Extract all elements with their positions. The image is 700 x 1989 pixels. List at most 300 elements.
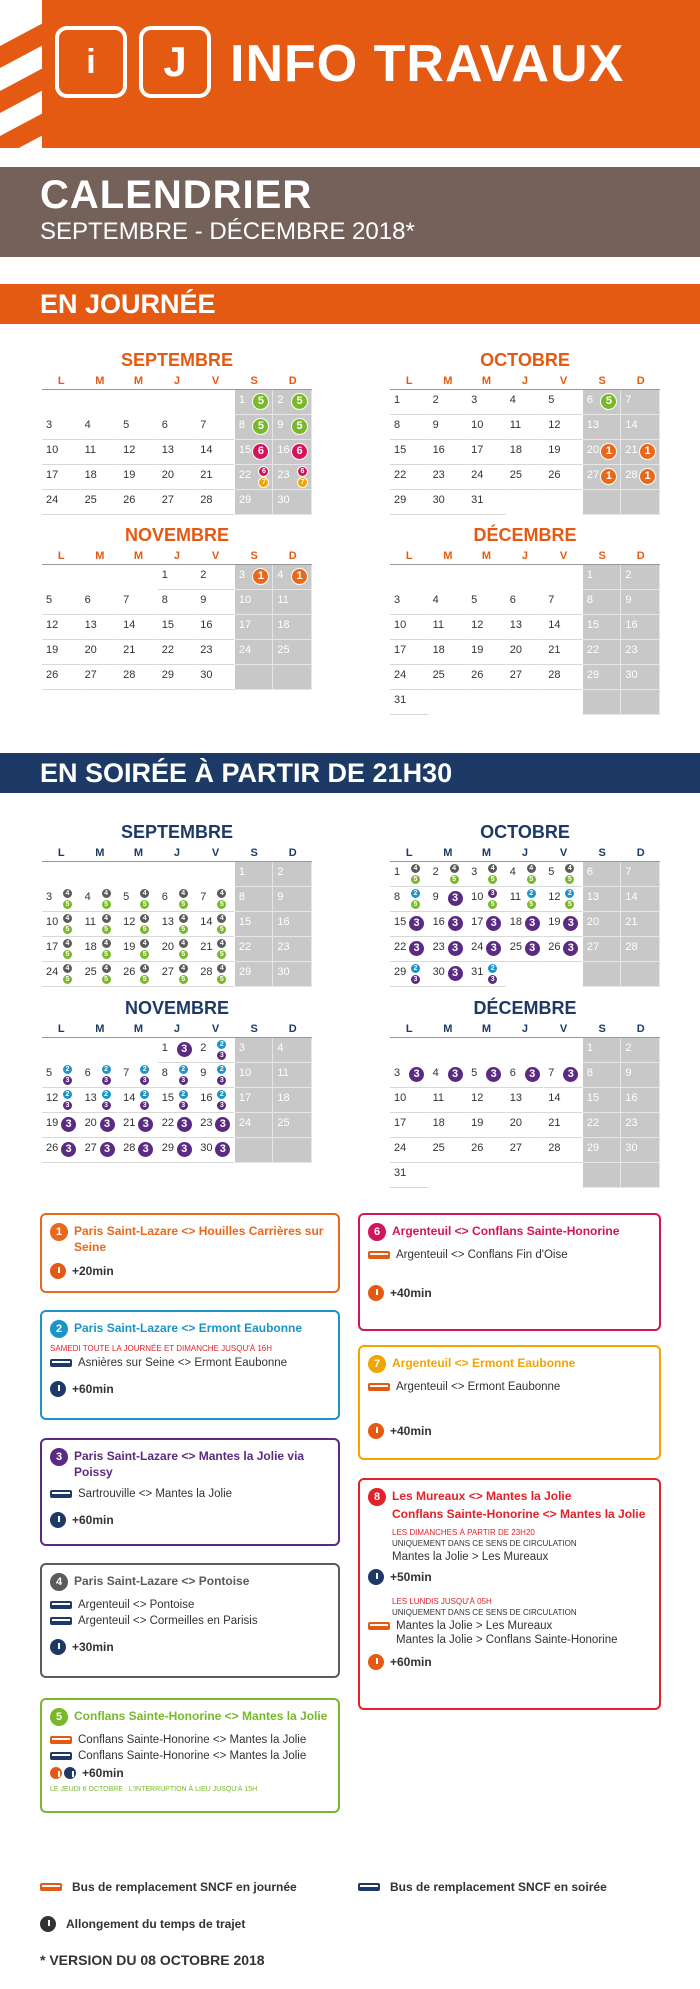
line-badge: 5 [291,418,308,435]
day-number: 25 [84,494,97,506]
calendar-day-cell [390,440,429,465]
weekday-label: M [95,1022,105,1035]
line-badge: 5 [216,924,227,935]
weekday-label: S [250,1022,258,1035]
line-badge: 5 [139,924,150,935]
line-badge: 3 [216,1075,227,1086]
calendar-day-cell [196,962,235,987]
calendar-day-cell [429,415,468,440]
weekday-label: S [598,1022,606,1035]
line-badge: 2 [216,1039,227,1050]
month-grid [42,862,312,987]
calendar-day-cell [583,1088,622,1113]
weekday-label: M [443,374,453,387]
calendar-day-cell [235,937,274,962]
calendar-day-cell [467,415,506,440]
day-number: 16 [432,916,445,928]
day-number: 22 [586,644,600,656]
weekday-label: S [250,374,258,387]
line-badge: 5 [564,899,575,910]
line-badge: 1 [600,443,617,460]
calendar-day-cell [119,665,158,690]
calendar-day-cell [390,862,429,887]
calendar-empty-cell [81,565,120,590]
day-number: 15 [586,619,600,631]
day-number: 16 [625,1092,638,1104]
calendar-day-cell [583,390,622,415]
weekday-label: M [443,846,453,859]
calendar-day-cell [390,390,429,415]
day-number: 8 [161,1067,168,1079]
day-number: 16 [625,619,638,631]
day-number: 18 [509,444,522,456]
calendar-day-cell [196,912,235,937]
day-number: 12 [46,1092,59,1104]
day-number: 15 [238,916,252,928]
line-badge: 3 [137,1141,154,1158]
weekday-label: M [481,374,491,387]
calendar-day-cell [621,912,660,937]
line-badge: 3 [176,1116,193,1133]
day-number: 10 [46,916,59,928]
line-badge: 5 [216,974,227,985]
extra-time: +40min [390,1286,432,1300]
calendar-empty-cell [429,1163,468,1188]
line-badge: 3 [214,1116,231,1133]
day-number: 5 [123,891,130,903]
calendar-day-cell [467,1088,506,1113]
day-number: 16 [277,444,290,456]
calendar-day-cell [583,415,622,440]
day-number: 13 [84,619,97,631]
calendar-day-cell [42,440,81,465]
calendar-day-cell [81,1113,120,1138]
calendar-day-cell [235,1088,274,1113]
calendar-day-cell [506,1063,545,1088]
day-number: 13 [586,419,600,431]
line-badge: 5 [252,393,269,410]
calendar-day-cell [235,1038,274,1063]
bus-evening-icon [50,1359,72,1367]
calendar-evening-november [42,998,312,1163]
day-number: 20 [586,444,600,456]
calendar-day-cell [273,415,312,440]
day-number: 14 [200,916,213,928]
calendar-day-cell [467,862,506,887]
clock-icon [50,1263,66,1279]
day-number: 12 [123,444,136,456]
day-number: 6 [84,1067,91,1079]
line-badge: 5 [139,974,150,985]
line-badge: 6 [297,466,308,477]
weekday-label: M [443,1022,453,1035]
day-number: 18 [432,644,445,656]
day-number: 19 [471,1117,484,1129]
line-badge: 5 [449,874,460,885]
calendar-day-cell [506,1088,545,1113]
day-number: 29 [394,966,407,978]
calendar-day-cell [390,937,429,962]
line-badge: 4 [101,913,112,924]
line-number-badge: 5 [50,1708,68,1726]
bus-evening-icon [50,1490,72,1498]
line-badge: 3 [447,890,464,907]
line-badge: 4 [487,863,498,874]
calendar-day-cell [390,690,429,715]
line-badge: 4 [62,963,73,974]
weekday-label: D [288,846,297,859]
calendar-day-cell [158,665,197,690]
weekday-label: D [636,846,645,859]
calendar-day-cell [506,640,545,665]
calendar-day-cell [467,640,506,665]
line-badge: 4 [62,913,73,924]
day-number: 12 [123,916,136,928]
weekday-header [390,372,660,390]
line-badge: 4 [139,938,150,949]
line-badge: 5 [526,874,537,885]
day-number: 8 [238,419,245,431]
day-number: 16 [432,444,445,456]
line-badge: 4 [101,888,112,899]
info-box-3 [40,1438,340,1546]
month-grid [390,390,660,515]
clock-icon [368,1285,384,1301]
weekday-header [42,547,312,565]
line-badge: 5 [216,949,227,960]
calendar-day-cell [583,887,622,912]
day-number: 16 [277,916,290,928]
calendar-day-october [390,350,660,515]
line-badge: 1 [252,568,269,585]
line-badge: 3 [62,1100,73,1111]
calendar-day-cell [158,415,197,440]
calendar-day-cell [621,1088,660,1113]
extra-time: +20min [72,1264,114,1278]
weekday-label: V [211,846,220,859]
day-number: 4 [509,866,516,878]
day-number: 17 [238,1092,252,1104]
calendar-day-cell [158,962,197,987]
day-number: 24 [238,1117,252,1129]
weekday-label: D [636,1022,645,1035]
calendar-day-cell [544,590,583,615]
line-badge: 3 [60,1116,77,1133]
month-title: DÉCEMBRE [473,998,577,1018]
day-number: 19 [548,916,561,928]
day-number: 14 [548,1092,561,1104]
calendar-day-cell [467,465,506,490]
calendar-day-cell [81,465,120,490]
day-number: 7 [123,1067,130,1079]
weekday-label: L [57,374,65,387]
box-note: LES LUNDIS JUSQU'À 05H [392,1597,492,1606]
line-badge: 1 [639,468,656,485]
line-number-badge: 4 [50,1573,68,1591]
calendar-day-cell [196,415,235,440]
weekday-label: V [559,374,568,387]
calendar-empty-cell [81,1038,120,1063]
line-badge: 5 [252,418,269,435]
line-badge: 2 [564,888,575,899]
day-number: 6 [84,594,91,606]
calendar-day-cell [235,887,274,912]
calendar-day-cell [583,937,622,962]
day-number: 1 [161,569,168,581]
day-number: 27 [509,1142,522,1154]
calendar-day-cell [429,665,468,690]
day-number: 7 [548,1067,555,1079]
day-number: 26 [123,966,136,978]
day-number: 29 [586,669,600,681]
calendar-day-cell [119,912,158,937]
day-number: 9 [200,1067,207,1079]
calendar-day-cell [621,1038,660,1063]
line-badge: 4 [139,963,150,974]
month-title: NOVEMBRE [124,998,229,1018]
calendar-empty-cell [119,1038,158,1063]
day-number: 13 [509,619,522,631]
info-box-1 [40,1213,340,1293]
day-number: 13 [161,916,174,928]
calendar-day-cell [506,615,545,640]
day-number: 2 [625,1042,632,1054]
day-number: 18 [432,1117,445,1129]
day-number: 20 [161,941,174,953]
calendar-day-cell [196,1113,235,1138]
calendar-day-cell [158,1038,197,1063]
day-number: 17 [46,941,59,953]
day-number: 26 [123,494,136,506]
line-badge: 6 [291,443,308,460]
line-badge: 4 [62,938,73,949]
line-badge: 3 [408,915,425,932]
calendar-day-cell [81,912,120,937]
calendar-evening-october [390,822,660,987]
line-badge: 3 [408,1066,425,1083]
line-badge: 4 [216,888,227,899]
day-number: 17 [471,444,484,456]
line-badge: 3 [60,1141,77,1158]
line-badge: 5 [487,899,498,910]
box-title: Argenteuil <> Ermont Eaubonne [392,1356,576,1370]
day-number: 6 [161,891,168,903]
day-number: 3 [238,569,245,581]
line-badge: 3 [101,1100,112,1111]
calendar-empty-cell [429,565,468,590]
month-title: OCTOBRE [480,822,570,842]
month-title: DÉCEMBRE [473,525,577,545]
line-badge: 1 [600,468,617,485]
calendar-day-cell [429,1063,468,1088]
calendar-day-cell [81,665,120,690]
calendar-day-cell [390,912,429,937]
line-badge: 7 [297,477,308,488]
day-number: 1 [394,394,401,406]
calendar-day-cell [119,440,158,465]
line-badge: 2 [178,1089,189,1100]
day-number: 29 [394,494,407,506]
calendar-day-cell [583,1113,622,1138]
day-number: 10 [238,1067,252,1079]
day-number: 26 [46,669,59,681]
calendar-day-cell [42,415,81,440]
day-number: 2 [432,394,439,406]
calendar-day-cell [273,862,312,887]
calendar-empty-cell [544,1163,583,1188]
day-number: 18 [277,1092,290,1104]
line-number-badge: 6 [368,1223,386,1241]
day-number: 2 [277,394,284,406]
box-title: Paris Saint-Lazare <> Pontoise [74,1574,250,1588]
calendar-day-cell [273,1063,312,1088]
line-badge: 3 [178,1075,189,1086]
weekday-label: M [443,549,453,562]
day-number: 30 [277,966,290,978]
day-number: 9 [432,419,439,431]
calendar-empty-cell [544,1038,583,1063]
calendar-day-cell [42,615,81,640]
calendar-day-cell [158,1113,197,1138]
calendar-day-cell [273,390,312,415]
bus-route: Sartrouville <> Mantes la Jolie [78,1488,233,1500]
day-number: 12 [471,1092,484,1104]
day-number: 21 [200,469,213,481]
weekday-label: J [521,846,529,859]
line-badge: 1 [291,568,308,585]
day-number: 31 [471,494,484,506]
calendar-day-cell [235,1113,274,1138]
weekday-header [42,372,312,390]
weekday-label: J [173,846,181,859]
calendar-day-cell [390,490,429,515]
box-title: Conflans Sainte-Honorine <> Mantes la Jolie [392,1507,646,1521]
day-number: 23 [277,941,290,953]
calendar-empty-cell [196,862,235,887]
line-badge: 4 [178,938,189,949]
weekday-label: L [405,374,413,387]
weekday-label: S [598,846,606,859]
calendar-day-cell [158,615,197,640]
weekday-label: J [521,374,529,387]
day-number: 22 [238,941,252,953]
day-number: 31 [394,1167,407,1179]
day-number: 15 [586,1092,600,1104]
weekday-label: V [211,1022,220,1035]
day-number: 13 [509,1092,522,1104]
calendar-day-cell [429,390,468,415]
calendar-day-cell [390,1063,429,1088]
calendar-day-cell [390,590,429,615]
weekday-label: J [173,549,181,562]
calendar-day-cell [506,887,545,912]
line-badge: 3 [137,1116,154,1133]
info-box-7 [358,1345,661,1460]
day-number: 1 [394,866,401,878]
day-number: 28 [123,669,136,681]
day-number: 19 [548,444,561,456]
day-number: 6 [509,594,516,606]
calendar-day-cell [196,1088,235,1113]
line-badge: 5 [62,924,73,935]
line-number-badge: 3 [50,1448,68,1466]
day-number: 11 [509,891,522,903]
calendar-day-cell [119,1063,158,1088]
day-number: 25 [84,966,97,978]
day-number: 12 [46,619,59,631]
line-badge: 3 [139,1075,150,1086]
calendar-empty-cell [196,390,235,415]
day-number: 22 [238,469,252,481]
calendar-day-cell [429,862,468,887]
line-badge: 3 [485,1066,502,1083]
weekday-label: L [57,549,65,562]
calendar-day-cell [429,590,468,615]
day-number: 4 [432,1067,439,1079]
day-number: 3 [471,866,478,878]
day-number: 30 [625,1142,638,1154]
calendar-day-cell [235,862,274,887]
calendar-day-cell [235,390,274,415]
bus-day-icon [368,1622,390,1630]
day-number: 28 [548,1142,561,1154]
calendar-empty-cell [467,1038,506,1063]
calendar-day-cell [544,390,583,415]
weekday-header [390,1020,660,1038]
calendar-day-cell [544,640,583,665]
clock-icon [50,1767,62,1779]
day-number: 17 [238,619,252,631]
line-badge: 5 [291,393,308,410]
calendar-day-cell [42,1063,81,1088]
calendar-day-cell [158,465,197,490]
calendar-day-cell [273,590,312,615]
day-number: 19 [123,469,136,481]
line-badge: 5 [101,949,112,960]
calendar-day-cell [119,1138,158,1163]
line-badge: 5 [62,949,73,960]
day-number: 14 [548,619,561,631]
day-number: 25 [509,941,522,953]
calendar-day-cell [544,1088,583,1113]
day-number: 23 [432,941,445,953]
weekday-label: S [250,846,258,859]
bus-evening-icon [358,1883,380,1891]
line-badge: 7 [258,477,269,488]
calendar-day-cell [273,465,312,490]
day-number: 13 [586,891,600,903]
calendar-day-cell [390,640,429,665]
calendar-day-cell [42,1088,81,1113]
calendar-day-cell [506,440,545,465]
calendar-day-cell [119,1113,158,1138]
calendar-day-cell [544,1138,583,1163]
bus-evening-icon [50,1617,72,1625]
day-number: 24 [46,494,59,506]
line-badge: 5 [62,899,73,910]
day-number: 21 [625,916,638,928]
day-number: 18 [509,916,522,928]
calendar-empty-cell [621,962,660,987]
calendar-day-cell [81,1138,120,1163]
line-badge: 4 [62,888,73,899]
weekday-header [390,844,660,862]
calendar-empty-cell [42,390,81,415]
calendar-day-cell [235,440,274,465]
calendar-day-cell [81,440,120,465]
calendar-day-cell [621,887,660,912]
day-number: 21 [123,1117,136,1129]
